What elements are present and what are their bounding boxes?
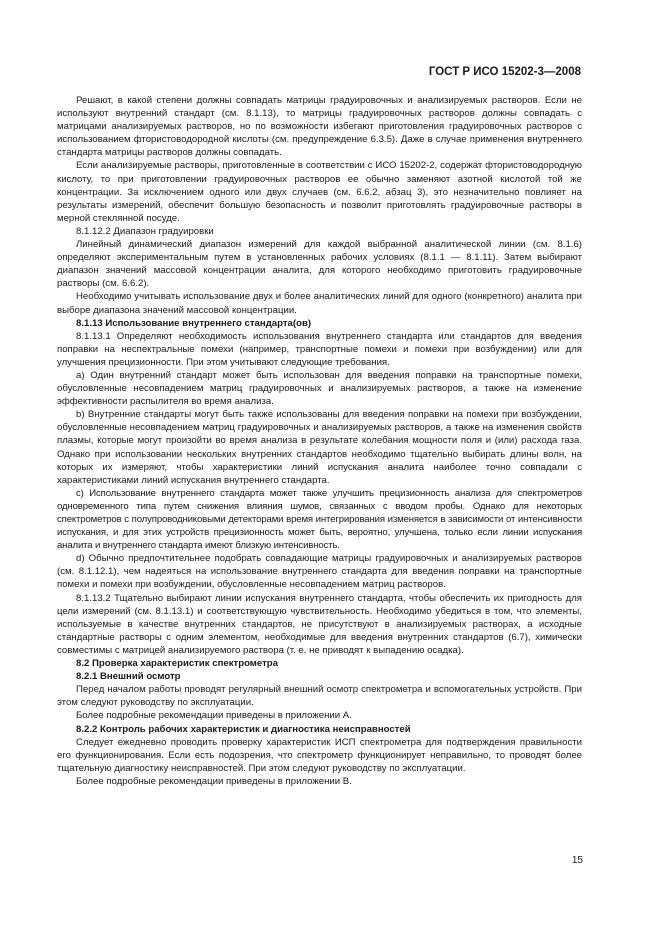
list-item-b: b) Внутренние стандарты могут быть также использованы для введения поправки на помехи при возбуждении, обусловленные несовпадением матриц градуировочных и анализируемых растворов, а также на изменения свойств плазмы, которые могут произойти во время анализа в результате колебания мощности поля и (или) расхода газа. Однако при использовании нескольких внутренних стандартов необходимо тщательно выбирать длины волн, на которых их измеряют, чтобы характеристики линий испускания аналита наиболее точно совпадали с характеристиками линий испускания внутреннего стандарта.	[57, 409, 582, 486]
paragraph-annex-b: Более подробные рекомендации приведены в приложении В.	[76, 775, 352, 787]
section-heading-performance-check: 8.2.2 Контроль рабочих характеристик и диагностика неисправностей	[76, 723, 411, 735]
list-item-c: c) Использование внутреннего стандарта может также улучшить прецизионность анализа для спектрометров одновременного типа путем снижения влияния шумов, связанных с вводом пробы. Однако для некоторых спектрометров с полупроводниковыми детекторами время интегрирования изменяется в зависимости от интенсивности испускания, и для этих устройств прецизионность может быть, вероятно, улучшена, только если линии испускания аналита и внутреннего стандарта имеют близкую интенсивность.	[57, 487, 582, 552]
document-body	[57, 94, 582, 788]
paragraph-multiple-lines: Необходимо учитывать использование двух и более аналитических линий для одного (конкретного) аналита при выборе диапазона значений массовой концентрации.	[57, 291, 582, 316]
paragraph-internal-standard-need: 8.1.13.1 Определяют необходимость использования внутреннего стандарта или стандартов для введения поправки на неспектральные помехи (например, транспортные помехи и помехи при возбуждении) или для улучшения прецизионности. При этом учитывают следующие требования.	[57, 330, 582, 368]
page-number: 15	[571, 855, 583, 866]
section-heading-spectrometer-check: 8.2 Проверка характеристик спектрометра	[76, 658, 279, 670]
paragraph-emission-lines: 8.1.13.2 Тщательно выбирают линии испускания внутреннего стандарта, чтобы обеспечить их пригодность для цели измерений (см. 8.1.13.1) и соответствующую чувствительность. Необходимо убедиться в том, что элементы, используемые в качестве внутренних стандартов, не присутствуют в анализируемых растворах, а исходные стандартные растворы с одним элементом, необходимые для введения внутренних стандартов (6.7), химически совместимы с матрицей анализируемого раствора (т. е. не приводят к выпадению осадка).	[57, 592, 582, 656]
paragraph-matrix-matching: Решают, в какой степени должны совпадать матрицы градуировочных и анализируемых растворов. Если не используют внутренний стандарт (см. 8.1.13), то матрицы градуировочных растворов должны совпадать с матрицами анализируемых растворов, но по возможности избегают приготовления градуировочных растворов с использованием фтористоводородной кислоты (см. предупреждение 6.3.5). Даже в случае применения внутреннего стандарта матрицы растворов должны совпадать.	[57, 95, 582, 159]
paragraph-hydrofluoric-acid: Если анализируемые растворы, приготовленные в соответствии с ИСО 15202-2, содержат фтористоводородную кислоту, то при приготовлении градуировочных растворов ее обычно заменяют азотной кислотой той же концентрации. За исключением одного или двух случаев (см. 6.6.2, абзац 3), это незначительно повлияет на результаты измерений, обеспечит большую безопасность и позволит приготовлять градуировочные растворы в мерной стеклянной посуде.	[57, 160, 582, 224]
standard-code-header: ГОСТ Р ИСО 15202-3—2008	[428, 66, 581, 78]
paragraph-annex-a: Более подробные рекомендации приведены в приложении А.	[76, 710, 352, 722]
paragraph-visual-inspection: Перед началом работы проводят регулярный внешний осмотр спектрометра и вспомогательных устройств. При этом следуют руководству по эксплуатации.	[57, 684, 582, 709]
paragraph-performance-check: Следует ежедневно проводить проверку характеристик ИСП спектрометра для подтверждения правильности его функционирования. Если есть подозрения, что спектрометр функционирует неправильно, то проводят более тщательную диагностику неисправностей. При этом следуют руководству по эксплуатации.	[57, 736, 582, 774]
section-heading-visual-inspection: 8.2.1 Внешний осмотр	[76, 671, 181, 683]
list-item-a: a) Один внутренний стандарт может быть использован для введения поправки на транспортные помехи, обусловленные несовпадением матриц градуировочных и анализируемых растворов, а также на изменение эффективности распылителя во время анализа.	[57, 369, 582, 408]
subsection-heading-calibration-range: 8.1.12.2 Диапазон градуировки	[76, 225, 214, 237]
list-item-d: d) Обычно предпочтительнее подобрать совпадающие матрицы градуировочных и анализируемых растворов (см. 8.1.12.1), чем надеяться на использование внутреннего стандарта для введения поправки на транспортные помехи и помехи при возбуждении, обусловленные несовпадением матриц растворов.	[57, 553, 582, 591]
section-heading-internal-standards: 8.1.13 Использование внутреннего стандарта(ов)	[76, 317, 312, 329]
paragraph-linear-range: Линейный динамический диапазон измерений для каждой выбранной аналитической линии (см. 8.1.6) определяют экспериментальным путем в установленных рабочих условиях (8.1.1 — 8.1.11). Затем выбирают диапазон значений массовой концентрации аналита, для которого необходимо приготовить градуировочные растворы (см. 6.6.2).	[57, 239, 582, 290]
